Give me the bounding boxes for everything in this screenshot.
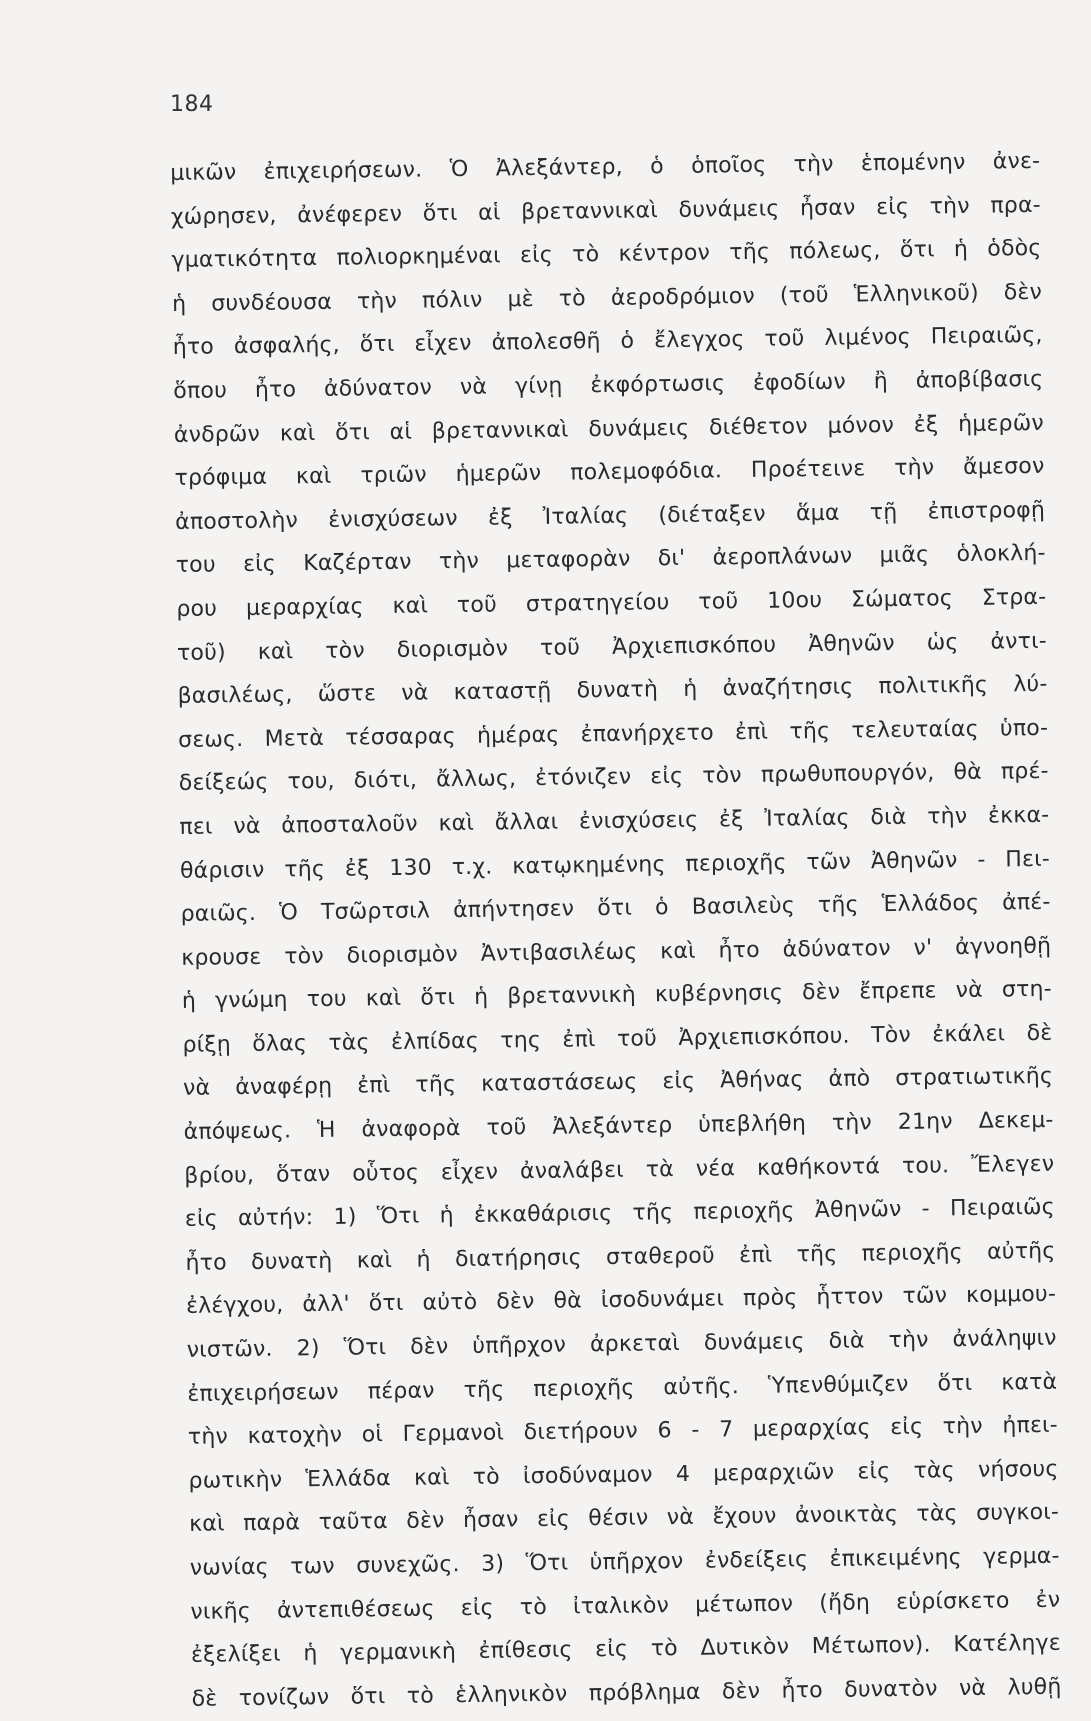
text-line: πει νὰ ἀποσταλοῦν καὶ ἄλλαι ἐνισχύσεις ἐξ Ἰταλίας διὰ τὴν ἐκκα- [179, 802, 1050, 840]
text-line: τὴν κατοχὴν οἱ Γερμανοὶ διετήρουν 6 - 7 μεραρχίας εἰς τὴν ἠπει- [187, 1412, 1059, 1451]
text-line: ἀνδρῶν καὶ ὅτι αἱ βρεταννικαὶ δυνάμεις διέθετον μόνον ἐξ ἡμερῶν [173, 410, 1045, 448]
text-line: τοῦ) καὶ τὸν διορισμὸν τοῦ Ἀρχιεπισκόπου Ἀθηνῶν ὡς ἀντι- [176, 628, 1048, 666]
text-line: νιστῶν. 2) Ὅτι δὲν ὑπῆρχον ἀρκεταὶ δυνάμεις διὰ τὴν ἀνάληψιν [186, 1325, 1057, 1363]
text-line: ἀποστολὴν ἐνισχύσεων ἐξ Ἰταλίας (διέταξεν ἅμα τῇ ἐπιστροφῇ [174, 497, 1046, 535]
body-text [170, 140, 1062, 1721]
text-line: ρίξῃ ὅλας τὰς ἐλπίδας της ἐπὶ τοῦ Ἀρχιεπισκόπου. Τὸν ἐκάλει δὲ [182, 1020, 1053, 1058]
text-line: κρουσε τὸν διορισμὸν Ἀντιβασιλέως καὶ ἦτο ἀδύνατον ν' ἀγνοηθῇ [181, 933, 1052, 971]
text-line: ἦτο δυνατὴ καὶ ἡ διατήρησις σταθεροῦ ἐπὶ τῆς περιοχῆς αὐτῆς [185, 1238, 1056, 1276]
text-line: ἡ συνδέουσα τὴν πόλιν μὲ τὸ ἀεροδρόμιον (τοῦ Ἑλληνικοῦ) δὲν [171, 279, 1043, 317]
text-line: ἐπιχειρήσεων πέραν τῆς περιοχῆς αὐτῆς. Ὑπενθύμιζεν ὅτι κατὰ [187, 1369, 1058, 1407]
text-line: βασιλέως, ὥστε νὰ καταστῇ δυνατὴ ἡ ἀναζήτησις πολιτικῆς λύ- [177, 671, 1048, 710]
page-number: 184 [170, 92, 214, 117]
text-line: νὰ ἀναφέρῃ ἐπὶ τῆς καταστάσεως εἰς Ἀθήνας ἀπὸ στρατιωτικῆς [182, 1064, 1054, 1102]
text-line: γματικότητα πολιορκημέναι εἰς τὸ κέντρον τῆς πόλεως, ὅτι ἡ ὁδὸς [171, 236, 1042, 274]
text-line: ἐλέγχου, ἀλλ' ὅτι αὐτὸ δὲν θὰ ἰσοδυνάμει πρὸς ἧττον τῶν κομμου- [185, 1282, 1057, 1320]
text-line: δὲ τονίζων ὅτι τὸ ἑλληνικὸν πρόβλημα δὲν ἦτο δυνατὸν νὰ λυθῇ [191, 1674, 1062, 1712]
text-line: χώρησεν, ἀνέφερεν ὅτι αἱ βρεταννικαὶ δυνάμεις ἦσαν εἰς τὴν πρα- [170, 192, 1041, 230]
text-line: νικῆς ἀντεπιθέσεως εἰς τὸ ἰταλικὸν μέτωπον (ἤδη εὑρίσκετο ἐν [190, 1587, 1061, 1625]
text-line: βρίου, ὅταν οὗτος εἶχεν ἀναλάβει τὰ νέα καθήκοντά του. Ἔλεγεν [184, 1151, 1055, 1189]
text-line: του εἰς Καζέρταν τὴν μεταφορὰν δι' ἀεροπλάνων μιᾶς ὁλοκλή- [175, 541, 1046, 579]
text-line: δείξεώς του, διότι, ἄλλως, ἐτόνιζεν εἰς τὸν πρωθυπουργόν, θὰ πρέ- [178, 759, 1049, 797]
text-line: σεως. Μετὰ τέσσαρας ἡμέρας ἐπανήρχετο ἐπὶ τῆς τελευταίας ὑπο- [178, 715, 1049, 753]
text-line: ὅπου ἦτο ἀδύνατον νὰ γίνῃ ἐκφόρτωσις ἐφοδίων ἢ ἀποβίβασις [173, 366, 1044, 404]
text-line: νωνίας των συνεχῶς. 3) Ὅτι ὑπῆρχον ἐνδείξεις ἐπικειμένης γερμα- [189, 1543, 1060, 1581]
text-line: ραιῶς. Ὁ Τσῶρτσιλ ἀπήντησεν ὅτι ὁ Βασιλεὺς τῆς Ἑλλάδος ἀπέ- [180, 889, 1051, 928]
text-line: τρόφιμα καὶ τριῶν ἡμερῶν πολεμοφόδια. Προέτεινε τὴν ἄμεσον [174, 453, 1045, 492]
text-line: θάρισιν τῆς ἐξ 130 τ.χ. κατῳκημένης περιοχῆς τῶν Ἀθηνῶν - Πει- [179, 846, 1051, 884]
text-line: ρωτικὴν Ἑλλάδα καὶ τὸ ἰσοδύναμον 4 μεραρχιῶν εἰς τὰς νήσους [188, 1456, 1059, 1494]
text-line: ἐξελίξει ἡ γερμανικὴ ἐπίθεσις εἰς τὸ Δυτικὸν Μέτωπον). Κατέληγε [190, 1630, 1062, 1669]
text-line: ἡ γνώμη του καὶ ὅτι ἡ βρεταννικὴ κυβέρνησις δὲν ἔπρεπε νὰ στη- [181, 977, 1052, 1015]
text-line: καὶ παρὰ ταῦτα δὲν ἦσαν εἰς θέσιν νὰ ἔχουν ἀνοικτὰς τὰς συγκοι- [188, 1500, 1060, 1538]
text-line: μικῶν ἐπιχειρήσεων. Ὁ Ἀλεξάντερ, ὁ ὁποῖος τὴν ἑπομένην ἀνε- [170, 148, 1041, 186]
text-line: ἀπόψεως. Ἡ ἀναφορὰ τοῦ Ἀλεξάντερ ὑπεβλήθη τὴν 21ην Δεκεμ- [183, 1107, 1054, 1145]
text-line: ρου μεραρχίας καὶ τοῦ στρατηγείου τοῦ 10ου Σώματος Στρα- [176, 584, 1047, 622]
text-line: ἦτο ἀσφαλής, ὅτι εἶχεν ἀπολεσθῆ ὁ ἔλεγχος τοῦ λιμένος Πειραιῶς, [172, 323, 1043, 361]
text-line: εἰς αὐτήν: 1) Ὅτι ἡ ἐκκαθάρισις τῆς περιοχῆς Ἀθηνῶν - Πειραιῶς [184, 1195, 1055, 1233]
